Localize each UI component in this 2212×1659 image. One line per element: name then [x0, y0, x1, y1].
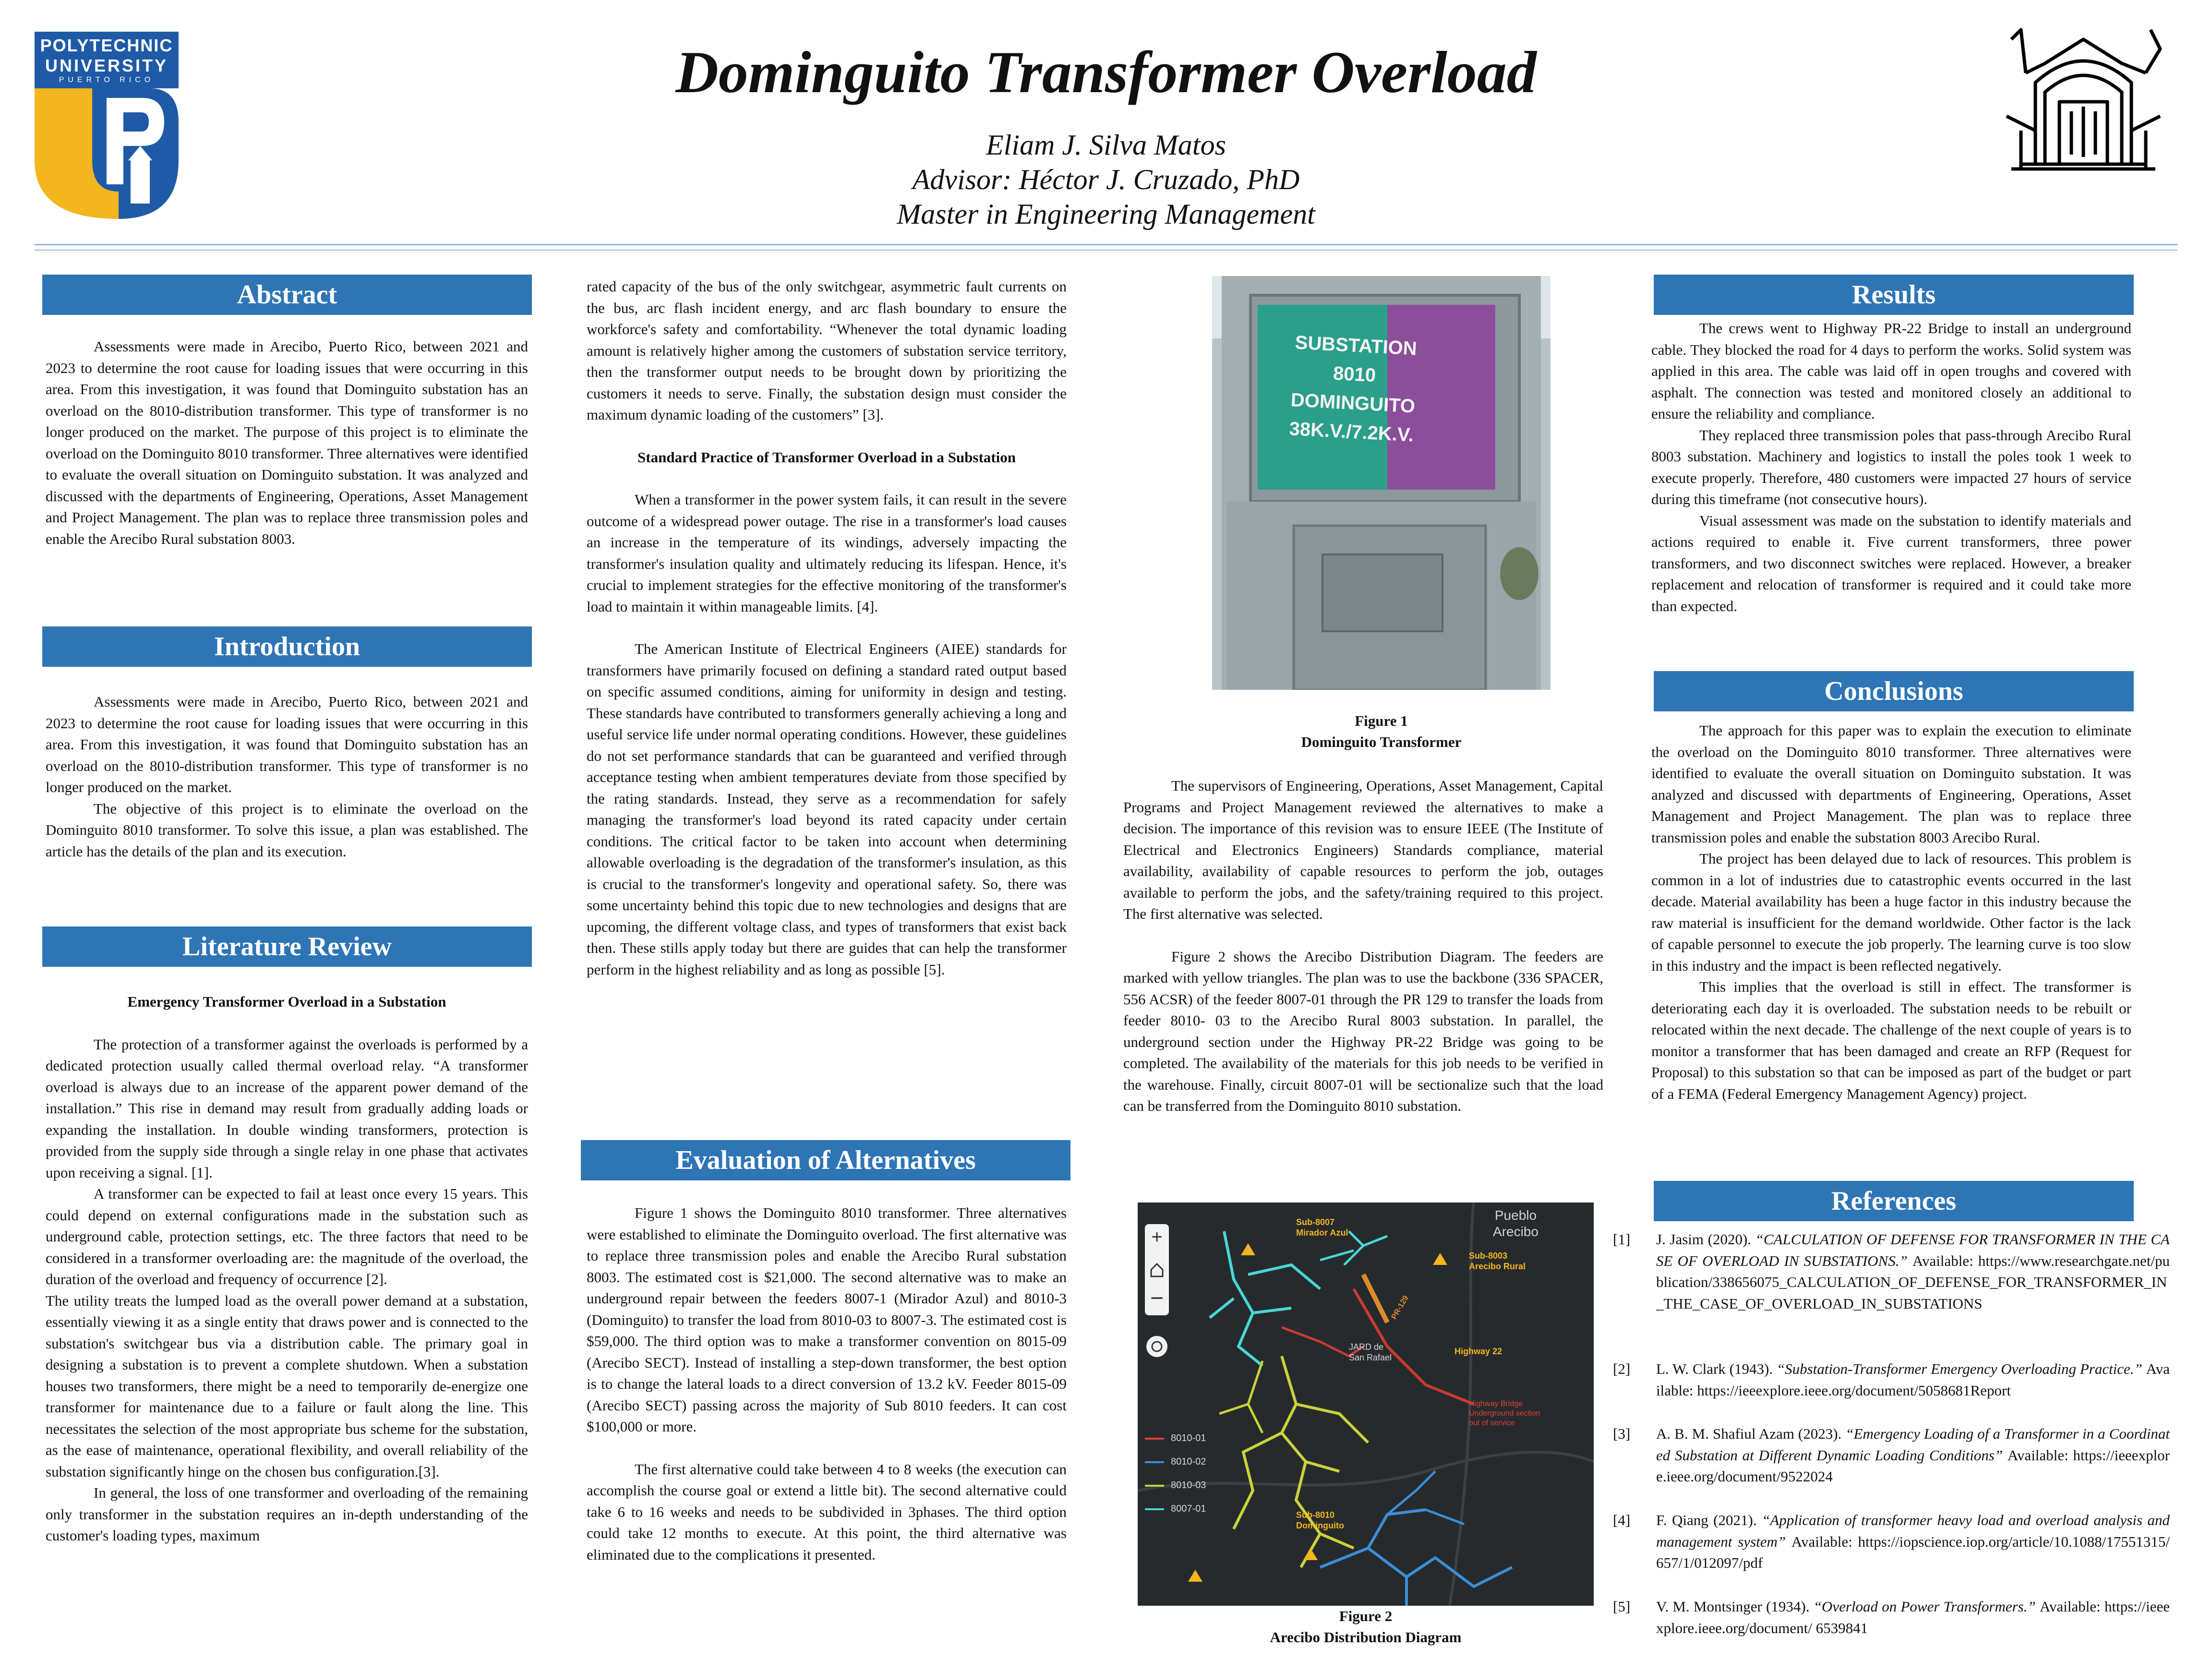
conclusions-paragraph: The approach for this paper was to explain the execution to eliminate the overload on the Dominguito 8010 transformer. Three alternatives were identified to evaluate the overall situation on Dominguito substation. It was analyzed and discussed with departments of Engineering, Operations, Asset Management and Project Management. The plan was to replace three transmission poles and enable the substation 8003 Arecibo Rural.: [1651, 722, 2131, 846]
literature-paragraph: When a transformer in the power system fails, it can result in the severe outcome of a widespread power outage. The rise in a transformer's load causes an increase in the temperature of its windings, adversely impacting the transformer's insulation quality and ultimately reducing its lifespan. Hence, it's crucial to implement strategies for the effective monitoring of the transformer's load to maintain it within manageable limits. [4].: [587, 491, 1067, 615]
feeder-8010-02-network: [1320, 1510, 1512, 1606]
legend-item: [1145, 1456, 1206, 1467]
map-label: Arecibo: [1493, 1224, 1539, 1239]
figure-2-label: Figure 2: [1339, 1608, 1393, 1624]
map-label: out of service: [1469, 1419, 1515, 1427]
map-label: Dominguito: [1296, 1521, 1344, 1530]
literature-review-continued: [587, 276, 1067, 980]
reference-link[interactable]: Available: https://ieeexplore.ieee.org/document/ 6539841: [1656, 1598, 2170, 1636]
evaluation-continued: [1123, 775, 1603, 1117]
legend-label: 8010-02: [1171, 1456, 1206, 1467]
results-section: [1651, 318, 2131, 617]
evaluation-paragraph: Figure 1 shows the Dominguito 8010 transformer. Three alternatives were established to eliminate the Dominguito overload. The first alternative was to replace three transmission poles and enable the Arecibo Rural substation 8003. The estimated cost is $21,000. The second alternative was to make an underground repair between the feeders 8007-1 (Mirador Azul) and 8010-3 (Dominguito) to transfer the load from 8010-03 to 8007-3. The estimated cost is $59,000. The third option was to make a transformer convention on 8015-09 (Arecibo SECT). Instead of installing a step-down transformer, the best option is to change the lateral loads to a direct conversion of 13.2 kV. Feeder 8015-09 (Arecibo SECT) passing across the majority of Sub 8010 feeders. It can cost $100,000 or more.: [587, 1204, 1067, 1435]
introduction-paragraph: The objective of this project is to eliminate the overload on the Dominguito 8010 transformer. To solve this issue, a plan was established. The article has the details of the plan and its execution.: [46, 800, 528, 860]
reference-title: “Substation-Transformer Emergency Overloading Practice.”: [1776, 1360, 2146, 1377]
evaluation-paragraph: The supervisors of Engineering, Operations, Asset Management, Capital Programs and Project Management reviewed the alternatives to make a decision. The importance of this revision was to ensure IEEE (The Institute of Electrical and Electronics Engineers) Standards compliance, material availability, availability of capable resources to perform the job, outages available to perform the jobs, and the safety/training required to this project. The first alternative was selected.: [1123, 777, 1603, 922]
logo-line-3: PUERTO RICO: [59, 76, 155, 84]
map-label-sub8003: [1469, 1250, 1526, 1272]
literature-subheading: Emergency Transformer Overload in a Substation: [127, 993, 446, 1010]
reference-item: [1613, 1423, 2170, 1507]
reference-link[interactable]: Available: https://iopscience.iop.org/article/10.1088/17551315/657/1/012097/pdf: [1656, 1533, 2170, 1571]
conclusions-heading: Conclusions: [1654, 671, 2134, 711]
reference-item: [1613, 1596, 2170, 1649]
map-label-highway: Highway 22: [1455, 1346, 1503, 1356]
literature-review-section: [46, 991, 528, 1547]
logo-line-1: POLYTECHNIC: [40, 36, 173, 55]
reference-text: [1656, 1510, 2170, 1574]
reference-item: [1613, 1510, 2170, 1594]
reference-number: [2]: [1613, 1360, 1631, 1377]
feeder-marker-icon: [1433, 1253, 1447, 1265]
reference-number: [5]: [1613, 1598, 1631, 1615]
logo-line-2: UNIVERSITY: [45, 56, 168, 75]
introduction-paragraph: Assessments were made in Arecibo, Puerto Rico, between 2021 and 2023 to determine the root cause for loading issues that were occurring in this area. From this investigation, it was found that Dominguito substation has an overload on the 8010-distribution transformer. This type of transformer is no longer produced on the market.: [46, 693, 528, 795]
map-label-pueblo: [1493, 1207, 1539, 1240]
introduction-heading: Introduction: [42, 626, 532, 667]
pr-129-route: [1363, 1274, 1387, 1322]
literature-review-heading: Literature Review: [42, 926, 532, 967]
reference-link[interactable]: Available: https://www.researchgate.net/publication/338656075_CALCULATION_OF_DEFENSE_FOR_TRANSFORMER_IN_THE_CASE_OF_OVERLOAD_IN_SUBSTATIONS: [1656, 1252, 2170, 1312]
literature-paragraph: The protection of a transformer against the overloads is performed by a dedicated protection usually called thermal overload relay. “A transformer overload is always due to an increase of the apparent power demand of the installation.” This rise in demand may result from gradually adding loads or expanding the installation. In double winding transformers, protection is provided from the supply side through a single relay in one phase that activates upon receiving a signal. [1].: [46, 1035, 528, 1181]
reference-authors: V. M. Montsinger (1934).: [1656, 1598, 1814, 1615]
literature-paragraph: The utility treats the lumped load as the overall power demand at a substation, essentially viewing it as a single entity that draws power and is connected to the substation's switchgear bus via a distribution cable. The primary goal in designing a substation is to prevent a complete shutdown. When a substation houses two transformers, there might be a need to temporarily de-energize one transformer for maintenance due to a failure or fault along the line. This necessitates the selection of the most appropriate bus scheme for the substation, as the ease of maintenance, operational flexibility, and overall reliability of the substation significantly hinge on the chosen bus configuration.[3].: [46, 1292, 528, 1480]
reference-item: [1613, 1358, 2170, 1421]
evaluation-heading: Evaluation of Alternatives: [581, 1140, 1070, 1180]
reference-title: “CALCULATION OF DEFENSE FOR TRANSFORMER IN THE CASE OF OVERLOAD IN SUBSTATIONS.”: [1656, 1231, 2170, 1269]
map-label: Sub-8007: [1296, 1217, 1335, 1227]
sign-line: 8010: [1332, 362, 1377, 386]
results-paragraph: The crews went to Highway PR-22 Bridge to install an underground cable. They blocked the road for 4 days to perform the works. Solid system was applied in this area. The cable was laid off in open troughs and covered with asphalt. The connection was tested and monitored closely an additional to ensure the reliability and compliance.: [1651, 320, 2131, 422]
literature-paragraph: The American Institute of Electrical Engineers (AIEE) standards for transformers have primarily focused on defining a standard rated output based on specific assumed conditions, aiming for uniformity in design and testing. These standards have contributed to transformers generally achieving a long and useful service life under normal operating conditions. However, these guidelines do not set performance standards that can be guaranteed and verified through acceptance testing when ambient temperatures deviate from those specified by the rating standards. Instead, they serve as a recommendation for safely managing the transformer's load beyond its rated capacity under certain conditions. The critical factor to be taken into account when determining allowable overloading is the degradation of the transformer's insulation, as this is crucial to the transformer's longevity and operational safety. So, there was some uncertainty behind this topic due to new technologies and designs that are upcoming, the different voltage class, and types of transformers that exist back then. These stills apply today but there are guides that can help the transformer perform in the highest reliability and as long as possible [5].: [587, 640, 1067, 978]
abstract-section: [46, 336, 528, 550]
feeder-marker-icon: [1241, 1243, 1255, 1255]
map-label: San Rafael: [1349, 1353, 1392, 1362]
reference-link[interactable]: Available: https://ieeexplore.ieee.org/document/5058681Report: [1656, 1360, 2170, 1399]
reference-title: “Overload on Power Transformers.”: [1813, 1598, 2040, 1615]
reference-authors: L. W. Clark (1943).: [1656, 1360, 1777, 1377]
evaluation-paragraph: Figure 2 shows the Arecibo Distribution Diagram. The feeders are marked with yellow triangles. The plan was to use the backbone (336 SPACER, 556 ACSR) of the feeder 8007-01 through the PR 129 to transfer the loads from feeder 8010- 03 to the Arecibo Rural 8003 substation. In parallel, the underground section under the Highway PR-22 Bridge was going to be completed. The availability of the materials for this job needs to be verified in the warehouse. Finally, circuit 8007-01 will be sectionalize such that the load can be transferred from the Dominguito 8010 substation.: [1123, 948, 1603, 1114]
literature-paragraph: In general, the loss of one transformer and overloading of the remaining only transformer in the substation requires an in-depth understanding of the customer's loading types, maximum: [46, 1484, 528, 1544]
substation-sign: [1255, 326, 1453, 452]
locate-icon[interactable]: [1146, 1336, 1167, 1357]
figure-2-caption: [1138, 1606, 1594, 1648]
program-name: Master in Engineering Management: [897, 198, 1315, 230]
reference-item: [1613, 1229, 2170, 1354]
legend-item: [1145, 1480, 1206, 1491]
sign-line: SUBSTATION: [1294, 332, 1418, 360]
legend-swatch: [1145, 1438, 1164, 1440]
conclusions-paragraph: This implies that the overload is still in effect. The transformer is deteriorating each day it is overloaded. The substation needs to be rebuilt or relocated within the next decade. The challenge of the next couple of years is to monitor a transformer that has been damaged and create an RFP (Request for Proposal) to this substation so that can be imposed as part of the budget or part of a FEMA (Federal Emergency Management Agency) project.: [1651, 978, 2131, 1102]
map-label: Highway Bridge: [1469, 1400, 1523, 1408]
reference-authors: J. Jasim (2020).: [1656, 1231, 1755, 1248]
literature-subheading: Standard Practice of Transformer Overload in a Substation: [637, 448, 1016, 466]
reference-text: [1656, 1358, 2170, 1401]
legend-item: [1145, 1503, 1206, 1515]
map-label: Sub-8003: [1469, 1251, 1508, 1261]
evaluation-section: [587, 1202, 1067, 1565]
map-label: Arecibo Rural: [1469, 1262, 1526, 1271]
introduction-section: [46, 691, 528, 862]
legend-item: [1145, 1433, 1206, 1444]
sign-line: 38K.V./7.2K.V.: [1288, 418, 1414, 446]
figure-1-label: Figure 1: [1355, 712, 1408, 729]
legend-label: 8007-01: [1171, 1503, 1206, 1514]
zoom-in-icon[interactable]: +: [1151, 1226, 1163, 1248]
header-divider: [35, 244, 2177, 245]
feeder-8007-01-network: [1210, 1231, 1320, 1366]
reference-title: “Application of transformer heavy load and overload analysis and management system”: [1656, 1512, 2170, 1550]
legend-label: 8010-03: [1171, 1480, 1206, 1491]
legend-swatch: [1145, 1485, 1164, 1487]
legend-swatch: [1145, 1461, 1164, 1463]
author-name: Eliam J. Silva Matos: [986, 129, 1226, 161]
reference-number: [1]: [1613, 1231, 1631, 1248]
results-paragraph: Visual assessment was made on the substation to identify materials and actions required to enable it. Five current transformers, three power transformers, and two disconnect switches were replaced. However, a breaker replacement and relocation of transformer is required and it could take more than expected.: [1651, 512, 2131, 614]
literature-paragraph: A transformer can be expected to fail at least once every 15 years. This could depend on external configurations made in the substation such as underground cable, protection settings, etc. The three factors that need to be considered in a transformer overloading are: the magnitude of the overload, the duration of the overload and frequency of occurrence [2].: [46, 1185, 528, 1287]
conclusions-section: [1651, 720, 2131, 1105]
feeder-marker-icon: [1188, 1570, 1202, 1582]
map-label: Sub-8010: [1296, 1510, 1335, 1520]
reference-number: [3]: [1613, 1425, 1631, 1442]
reference-text: [1656, 1423, 2170, 1488]
literature-paragraph: rated capacity of the bus of the only switchgear, asymmetric fault currents on the bus, arc flash incident energy, and arc flash boundary to ensure the workforce's safety and comfortability. “Whenever the total dynamic loading amount is relatively higher among the customers of substation service territory, then the transformer output needs to be brought down by prioritizing the customers it needs to serve. Finally, the substation design must consider the maximum dynamic loading of the customers” [3].: [587, 278, 1067, 423]
map-label-bridge: [1469, 1399, 1540, 1428]
map-label: Underground section: [1469, 1409, 1540, 1418]
map-label-sub8007: [1296, 1217, 1348, 1238]
results-paragraph: They replaced three transmission poles that pass-through Arecibo Rural 8003 substation. Machinery and logistics to install the poles took 1 week to execute properly. Therefore, 480 customers were impacted 27 hours of service during this timeframe (not consecutive hours).: [1651, 426, 2131, 507]
header-divider-thin: [35, 250, 2177, 251]
sign-line: DOMINGUITO: [1290, 389, 1416, 417]
map-label-jardin: [1349, 1342, 1392, 1363]
poster-title: Dominguito Transformer Overload: [675, 39, 1537, 105]
conclusions-paragraph: The project has been delayed due to lack of resources. This problem is common in a lot of industries due to catastrophic events occurred in the last decade. Material availability has been a huge factor in this industry because the raw material is insufficient for the demand worldwide. Other factor is the lack of capable personnel to execute the job properly. The learning curve is too slow in this industry and the impact is been reflected negatively.: [1651, 850, 2131, 974]
map-legend: [1145, 1433, 1206, 1527]
abstract-heading: Abstract: [42, 275, 532, 315]
reference-authors: A. B. M. Shafiul Azam (2023).: [1656, 1425, 1846, 1442]
reference-authors: F. Qiang (2021).: [1656, 1512, 1762, 1528]
references-heading: References: [1654, 1181, 2134, 1221]
map-label-pr129: PR-129: [1390, 1294, 1410, 1321]
reference-title: “Emergency Loading of a Transformer in a Coordinated Substation at Different Dynamic Loading Conditions”: [1656, 1425, 2170, 1464]
abstract-text: Assessments were made in Arecibo, Puerto Rico, between 2021 and 2023 to determine the root cause for loading issues that were occurring in this area. From this investigation, it was found that Dominguito substation has an overload on the 8010-distribution transformer. This type of transformer is no longer produced on the market. The purpose of this project is to eliminate the overload on the Dominguito 8010 transformer. Three alternatives were identified to evaluate the overall situation on Dominguito substation. It was analyzed and discussed with the departments of Engineering, Operations, Asset Management and Project Management. The plan was to replace three transmission poles and enable the Arecibo Rural substation 8003.: [46, 338, 528, 547]
legend-label: 8010-01: [1171, 1433, 1206, 1443]
reference-number: [4]: [1613, 1512, 1631, 1528]
zoom-out-icon[interactable]: −: [1150, 1286, 1164, 1311]
reference-text: [1656, 1596, 2170, 1639]
feeder-marker-icon: [1303, 1548, 1318, 1560]
map-label-sub8010: [1296, 1510, 1344, 1531]
figure-1-caption: [1212, 710, 1551, 753]
figure-1-title: Dominguito Transformer: [1301, 733, 1462, 750]
reference-link[interactable]: Available: https://ieeexplore.ieee.org/document/9522024: [1656, 1446, 2170, 1485]
results-heading: Results: [1654, 275, 2134, 315]
legend-swatch: [1145, 1508, 1164, 1510]
map-label: Pueblo: [1494, 1208, 1537, 1223]
figure-2-map: [1138, 1202, 1594, 1606]
figure-2-title: Arecibo Distribution Diagram: [1270, 1629, 1462, 1646]
map-label: Mirador Azul: [1296, 1228, 1348, 1238]
map-label: JARD de: [1349, 1342, 1384, 1352]
reference-text: [1656, 1229, 2170, 1314]
advisor-name: Advisor: Héctor J. Cruzado, PhD: [912, 164, 1300, 195]
evaluation-paragraph: The first alternative could take between 4 to 8 weeks (the execution can accomplish the course goal or extend a little bit). The second alternative could take 6 to 16 weeks and needs to be subdivided in 3phases. The third option could take 12 months to execute. At this point, the third alternative was eliminated due to the complications it presented.: [587, 1460, 1067, 1563]
